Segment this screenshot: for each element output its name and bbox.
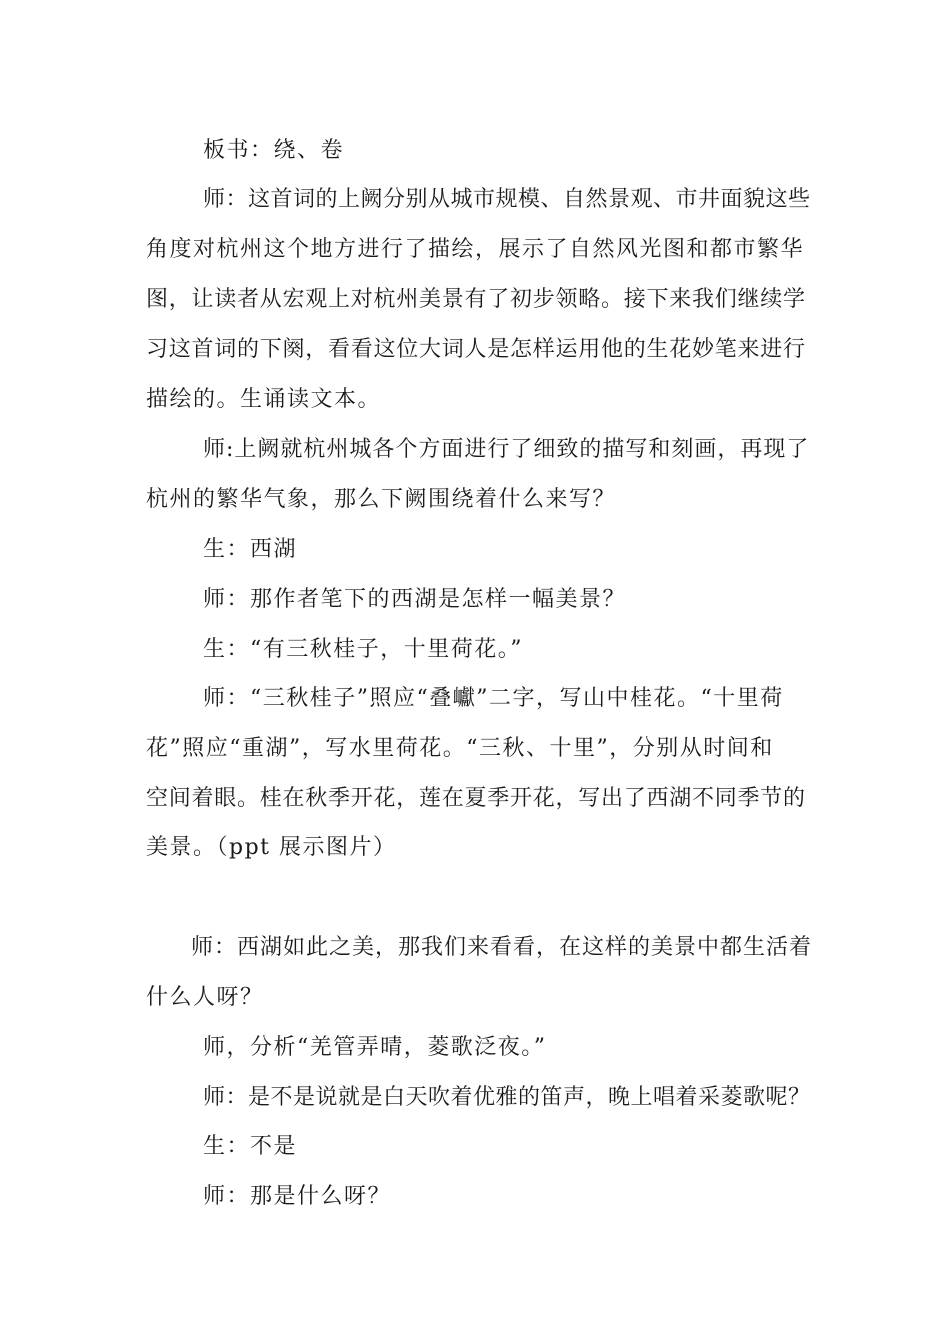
text-line: 师：“三秋桂子”照应“叠巘”二字，写山中桂花。“十里荷 [203, 686, 784, 711]
text-line: 生：不是 [203, 1134, 298, 1159]
text-line: 师:上阙就杭州城各个方面进行了细致的描写和刻画，再现了 [203, 437, 810, 462]
text-line: 师：那作者笔下的西湖是怎样一幅美景？ [203, 587, 627, 612]
text-line: 师：西湖如此之美，那我们来看看，在这样的美景中都生活着 [191, 935, 813, 960]
text-line: 杭州的繁华气象，那么下阙围绕着什么来写？ [146, 487, 617, 512]
text-line: 美景。（ppt 展示图片） [146, 835, 397, 860]
text-line: 生：“有三秋桂子，十里荷花。” [203, 637, 523, 662]
text-line: 师：这首词的上阙分别从城市规模、自然景观、市井面貌这些 [203, 187, 811, 212]
text-line: 花”照应“重湖”，写水里荷花。“三秋、十里”，分别从时间和 [146, 736, 774, 761]
text-line: 什么人呀？ [146, 985, 264, 1010]
text-line: 角度对杭州这个地方进行了描绘，展示了自然风光图和都市繁华 [146, 237, 805, 262]
text-line: 习这首词的下阕，看看这位大词人是怎样运用他的生花妙笔来进行 [146, 337, 806, 362]
text-line: 空间着眼。桂在秋季开花，莲在夏季开花，写出了西湖不同季节的 [146, 786, 806, 811]
text-line: 板书：绕、卷 [203, 138, 345, 163]
text-line: 描绘的。生诵读文本。 [146, 387, 382, 412]
text-line: 师，分析“羌管弄晴，菱歌泛夜。” [203, 1035, 547, 1060]
text-line: 师：那是什么呀？ [203, 1184, 392, 1209]
text-line: 图，让读者从宏观上对杭州美景有了初步领略。接下来我们继续学 [146, 287, 806, 312]
text-line: 师：是不是说就是白天吹着优雅的笛声，晚上唱着采菱歌呢？ [203, 1085, 811, 1110]
text-line: 生：西湖 [203, 537, 298, 562]
